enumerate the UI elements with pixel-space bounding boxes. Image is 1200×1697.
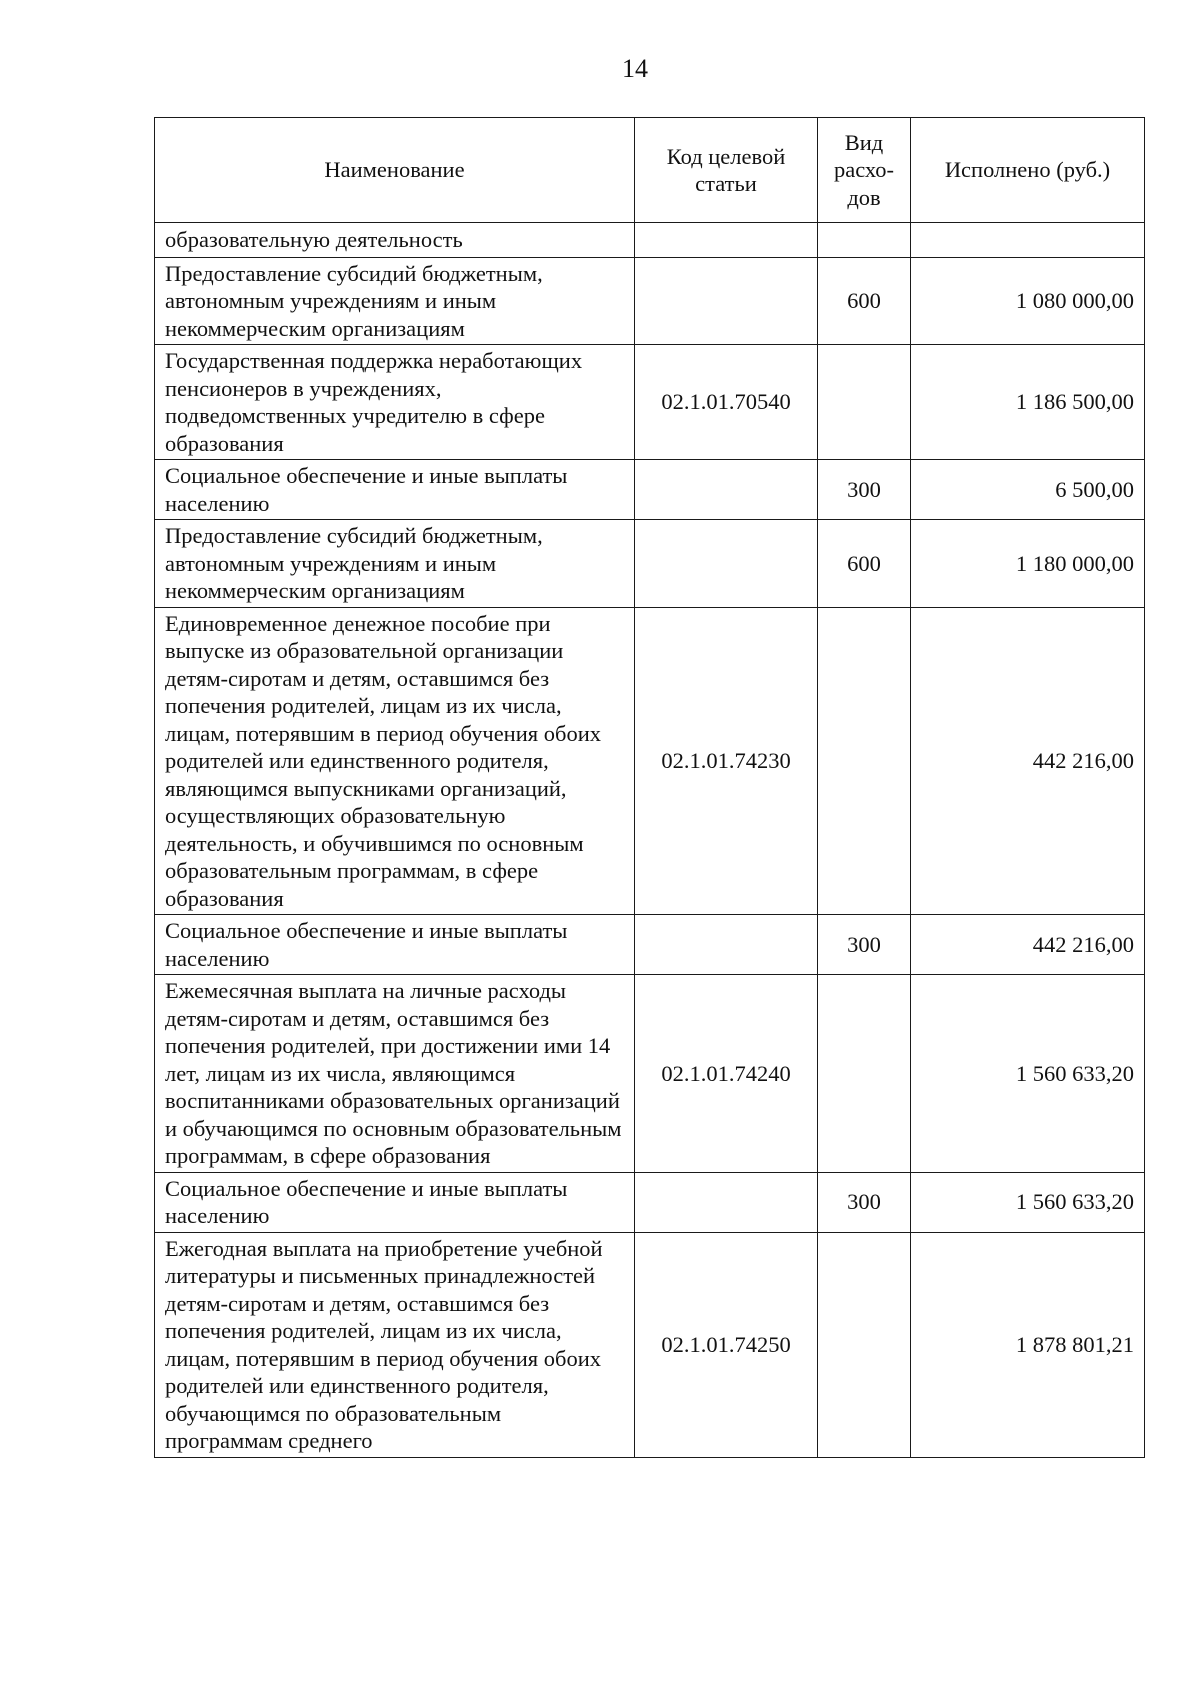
table-row <box>155 607 1145 915</box>
table-row <box>155 345 1145 460</box>
row-type <box>818 607 911 915</box>
table-row <box>155 460 1145 520</box>
row-amount: 1 186 500,00 <box>911 345 1145 460</box>
row-code <box>635 915 818 975</box>
row-code: 02.1.01.74230 <box>635 607 818 915</box>
table-header-row <box>155 118 1145 223</box>
row-amount: 1 560 633,20 <box>911 975 1145 1173</box>
table-row <box>155 975 1145 1173</box>
row-amount <box>911 223 1145 258</box>
header-type: Вид расхо-дов <box>818 118 911 223</box>
row-name: Единовременное денежное пособие при выпуске из образовательной организации детям-сиротам и детям, оставшимся без попечения родителей, лицам из их числа, лицам, потерявшим в период обучения обоих родителей или единственного родителя, являющимся выпускниками организаций, осуществляющих образовательную деятельность, и обучившимся по основным образовательным программам, в сфере образования <box>155 607 635 915</box>
row-type: 600 <box>818 520 911 608</box>
row-name: Государственная поддержка неработающих пенсионеров в учреждениях, подведомственных учредителю в сфере образования <box>155 345 635 460</box>
row-code: 02.1.01.74240 <box>635 975 818 1173</box>
row-name: Социальное обеспечение и иные выплаты населению <box>155 915 635 975</box>
row-type: 300 <box>818 915 911 975</box>
row-name: Ежемесячная выплата на личные расходы детям-сиротам и детям, оставшимся без попечения родителей, при достижении ими 14 лет, лицам из их числа, являющимся воспитанниками образовательных организаций и обучающимся по основным образовательным программам, в сфере образования <box>155 975 635 1173</box>
row-amount: 1 180 000,00 <box>911 520 1145 608</box>
row-name: Предоставление субсидий бюджетным, автономным учреждениям и иным некоммерческим организациям <box>155 520 635 608</box>
table-row <box>155 223 1145 258</box>
row-type: 600 <box>818 257 911 345</box>
header-code: Код целевой статьи <box>635 118 818 223</box>
table-row <box>155 257 1145 345</box>
row-name: Социальное обеспечение и иные выплаты населению <box>155 460 635 520</box>
page-number: 14 <box>622 54 648 83</box>
row-type <box>818 1232 911 1457</box>
header-amount: Исполнено (руб.) <box>911 118 1145 223</box>
row-code: 02.1.01.74250 <box>635 1232 818 1457</box>
row-amount: 1 878 801,21 <box>911 1232 1145 1457</box>
row-code <box>635 520 818 608</box>
row-amount: 442 216,00 <box>911 607 1145 915</box>
row-code: 02.1.01.70540 <box>635 345 818 460</box>
table-row <box>155 520 1145 608</box>
row-code <box>635 223 818 258</box>
row-amount: 1 560 633,20 <box>911 1172 1145 1232</box>
row-name: Предоставление субсидий бюджетным, автономным учреждениям и иным некоммерческим организациям <box>155 257 635 345</box>
row-type <box>818 345 911 460</box>
row-type: 300 <box>818 1172 911 1232</box>
table-row <box>155 915 1145 975</box>
row-code <box>635 460 818 520</box>
row-amount: 1 080 000,00 <box>911 257 1145 345</box>
row-type <box>818 223 911 258</box>
row-amount: 6 500,00 <box>911 460 1145 520</box>
table-row <box>155 1232 1145 1457</box>
header-name: Наименование <box>155 118 635 223</box>
budget-execution-table <box>154 117 1145 1458</box>
row-name: Социальное обеспечение и иные выплаты населению <box>155 1172 635 1232</box>
row-type <box>818 975 911 1173</box>
row-code <box>635 257 818 345</box>
row-code <box>635 1172 818 1232</box>
row-amount: 442 216,00 <box>911 915 1145 975</box>
row-name: образовательную деятельность <box>155 223 635 258</box>
row-type: 300 <box>818 460 911 520</box>
row-name: Ежегодная выплата на приобретение учебной литературы и письменных принадлежностей детям-сиротам и детям, оставшимся без попечения родителей, лицам из их числа, лицам, потерявшим в период обучения обоих родителей или единственного родителя, обучающимся по образовательным программам среднего <box>155 1232 635 1457</box>
table-row <box>155 1172 1145 1232</box>
